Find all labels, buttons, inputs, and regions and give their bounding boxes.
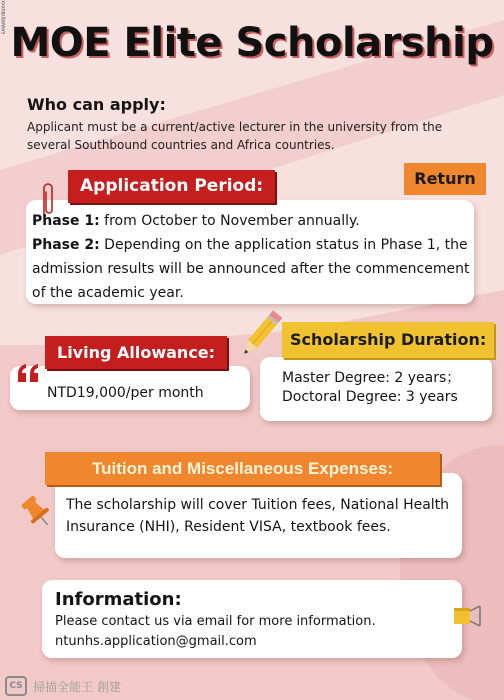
footer-text: 掃描全能王 創建 [33, 679, 121, 694]
side-label: EAYA0KIJYBUXXX [1, 0, 6, 34]
application-period-text [32, 209, 472, 305]
tuition-text: The scholarship will cover Tuition fees, National Health Insurance (NHI), Resident VISA, textbook fees. [66, 497, 450, 535]
pencil-icon [236, 306, 286, 362]
pushpin-icon [16, 493, 56, 529]
return-button[interactable]: Return [404, 163, 486, 195]
quote-icon [16, 362, 40, 384]
living-allowance-amount: NTD19,000/per month [47, 385, 204, 401]
information-text: Please contact us via email for more information. [55, 614, 376, 629]
tuition-banner: Tuition and Miscellaneous Expenses: [45, 452, 440, 485]
binder-clip-icon [452, 602, 482, 628]
duration-master: Master Degree: 2 years； [282, 370, 461, 386]
information-heading: Information: [55, 589, 182, 610]
living-allowance-banner: Living Allowance: [45, 336, 227, 369]
who-can-apply-heading: Who can apply: [27, 95, 166, 114]
phase1-label: Phase 1: [32, 213, 100, 229]
phase2-label: Phase 2: [32, 237, 100, 253]
page-title: MOE Elite Scholarship [10, 20, 494, 66]
who-can-apply-text: Applicant must be a current/active lecturer in the university from the several Southbound countries and Africa countries. [27, 120, 443, 152]
scholarship-duration-banner: Scholarship Duration: [282, 322, 494, 358]
duration-doctoral: Doctoral Degree: 3 years [282, 389, 458, 405]
phase1-text: from October to November annually. [99, 213, 360, 229]
application-period-banner: Application Period: [68, 170, 275, 203]
contact-email[interactable]: ntunhs.application@gmail.com [55, 634, 257, 649]
phase2-text: Depending on the application status in Phase 1, the admission results will be announced after the commencement of the academic year. [32, 237, 470, 301]
camscanner-logo: CS [5, 676, 27, 696]
footer-watermark [0, 672, 504, 700]
